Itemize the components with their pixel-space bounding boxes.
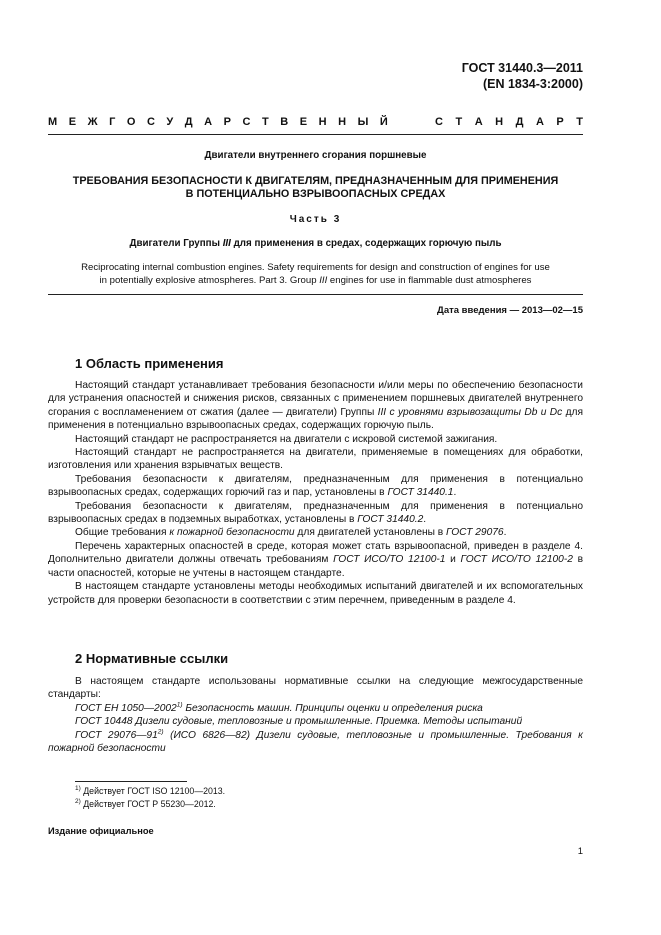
footnote-rule [75,781,187,782]
part-label: Часть 3 [289,214,342,225]
standard-code-gost: ГОСТ 31440.3—2011 [461,61,583,75]
paragraph: Настоящий стандарт устанавливает требования безопасности и/или меры по обеспечению безопасности для устранения опасностей и снижения рисков, связанных с применением поршневых двигателей внутреннего сгорания с воспламенением от сжатия (далее — двигатели) Группы III с уровнями взрывозащиты Db и Dc для применения в потенциально взрывоопасных средах, содержащих горючую пыль. [48,380,583,432]
standard-code-en: (EN 1834-3:2000) [482,77,583,91]
footnote-1: $^{1)}$ Действует ГОСТ ISO 12100—2013. [75,785,226,796]
section-2-body [48,675,583,755]
normative-reference: ГОСТ 29076—91$^{2)}$ (ИСО 6826—82) Дизели судовые, тепловозные и промышленные. Требования к пожарной безопасности [48,728,583,755]
normative-reference: ГОСТ ЕН 1050—2002$^{1)}$ Безопасность машин. Принципы оценки и определения риска [75,701,483,714]
section-1-heading: 1 Область применения [75,356,224,371]
banner-word-standard: С Т А Н Д А Р Т [435,116,583,128]
general-title: Двигатели внутреннего сгорания поршневые [204,150,427,161]
standard-code [462,60,583,92]
title-rule [48,294,583,295]
paragraph: Требования безопасности к двигателям, предназначенным для применения в потенциально взрывоопасных средах в подземных выработках, установлены в ГОСТ 31440.2. [48,500,583,526]
paragraph: Требования безопасности к двигателям, предназначенным для применения в потенциально взрывоопасных средах, содержащих горючий газ и пар, установлены в ГОСТ 31440.1. [48,473,583,499]
part-title: Двигатели Группы III для применения в средах, содержащих горючую пыль [129,238,502,249]
page-number: 1 [577,846,583,857]
introduction-date: Дата введения — 2013—02—15 [437,305,583,316]
section-1-body [48,379,583,607]
main-title: ТРЕБОВАНИЯ БЕЗОПАСНОСТИ К ДВИГАТЕЛЯМ, ПРЕДНАЗНАЧЕННЫМ ДЛЯ ПРИМЕНЕНИЯ В ПОТЕНЦИАЛЬНО ВЗРЫВООПАСНЫХ СРЕДАХ [72,175,559,200]
paragraph: Настоящий стандарт не распространяется на двигатели с искровой системой зажигания. [75,433,498,445]
paragraph: В настоящем стандарте установлены методы необходимых испытаний двигателей и их вспомогательных устройств для проверки безопасности в соответствии с этим перечнем, приведенным в разделе 4. [48,581,583,606]
paragraph: Настоящий стандарт не распространяется на двигатели, применяемые в помещениях для обработки, изготовления или хранения взрывчатых веществ. [48,447,583,472]
english-title: Reciprocating internal combustion engines. Safety requirements for design and construction of engines for use in potentially explosive atmospheres. Part 3. Group III engines for use in flammable dust atmospheres [81,262,550,286]
paragraph: Общие требования к пожарной безопасности для двигателей установлены в ГОСТ 29076. [75,527,507,539]
document-page [48,0,583,935]
paragraph: Перечень характерных опасностей в среде, которая может стать взрывоопасной, приведен в разделе 4. Дополнительно двигатели должны отвечать требованиям ГОСТ ИСО/ТО 12100-1 и ГОСТ ИСО/ТО 12100-2 в части опасностей, которые не учтены в настоящем стандарте. [48,540,584,579]
normative-reference: ГОСТ 10448 Дизели судовые, тепловозные и промышленные. Приемка. Методы испытаний [75,716,523,728]
official-edition-label: Издание официальное [48,826,154,836]
standard-type-banner [48,116,583,128]
footnote-2: $^{2)}$ Действует ГОСТ Р 55230—2012. [75,798,216,809]
paragraph: В настоящем стандарте использованы нормативные ссылки на следующие межгосударственные стандарты: [48,676,583,701]
header-rule [48,134,583,135]
banner-word-interstate: М Е Ж Г О С У Д А Р С Т В Е Н Н Ы Й [48,116,388,128]
section-2-heading: 2 Нормативные ссылки [75,651,229,666]
